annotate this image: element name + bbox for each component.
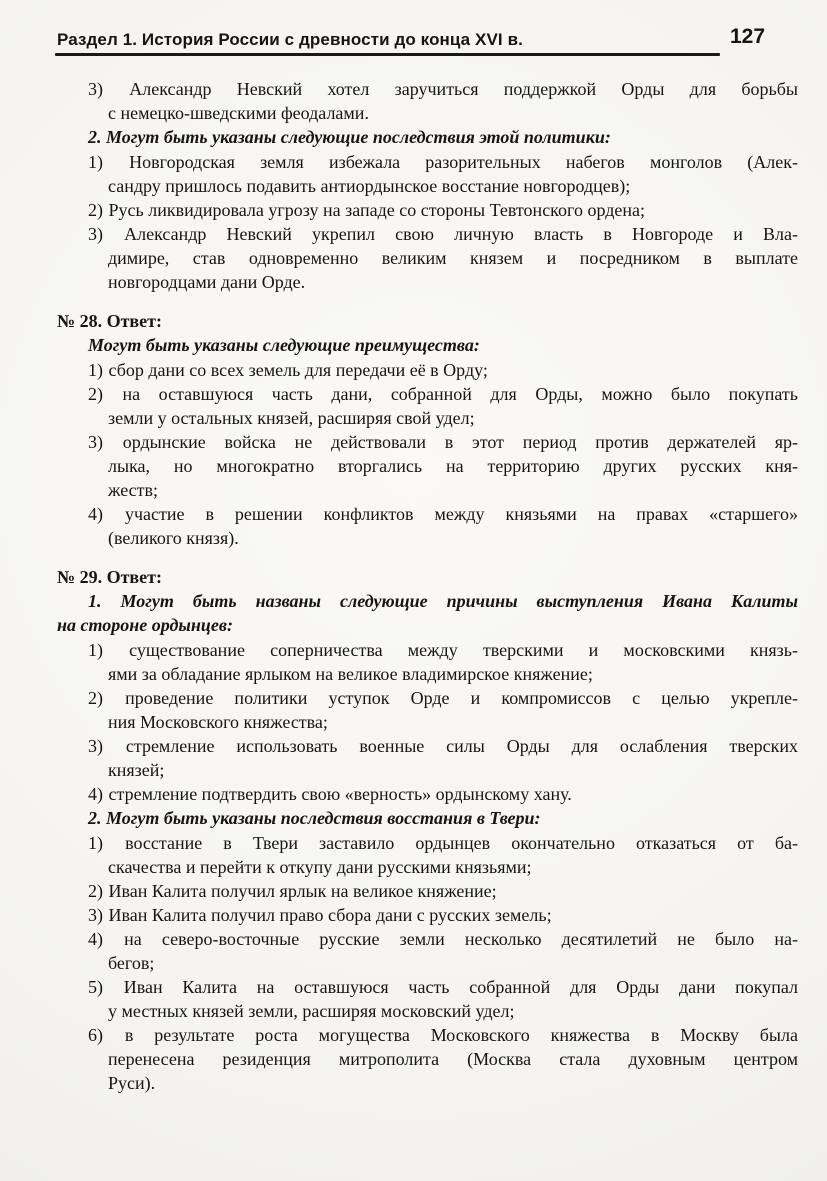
- list-item-marker: 3): [88, 79, 103, 99]
- text-line: земли у остальных князей, расширяя свой удел;: [108, 408, 475, 428]
- running-head-section-title: Раздел 1. История России с древности до конца XVI в.: [57, 30, 523, 49]
- list-item-marker: 1): [88, 833, 103, 853]
- list-item-marker: 6): [88, 1025, 103, 1045]
- answer-list-item: [57, 198, 798, 222]
- list-item-marker: 4): [88, 784, 103, 804]
- answer-list-item: [57, 222, 798, 294]
- text-line: 4) стремление подтвердить свою «верность» ордынскому хану.: [88, 784, 572, 804]
- text-line: 1) восстание в Твери заставило ордынцев окончательно отказаться от ба-: [88, 833, 798, 853]
- list-item-marker: 3): [88, 224, 103, 244]
- answer-title: № 28. Ответ:: [57, 311, 162, 331]
- text-line: бегов;: [108, 953, 155, 973]
- text-line: 4) на северо-восточные русские земли несколько десятилетий не было на-: [88, 929, 798, 949]
- text-line: 5) Иван Калита на оставшуюся часть собранной для Орды дани покупал: [88, 977, 798, 997]
- text-line: (великого князя).: [108, 528, 239, 548]
- list-item-marker: 5): [88, 977, 103, 997]
- text-line: 2. Могут быть указаны последствия восстания в Твери:: [88, 808, 541, 828]
- text-line: 1. Могут быть названы следующие причины выступления Ивана Калиты: [88, 591, 798, 611]
- answer-subheading: [57, 589, 798, 637]
- text-line: 1) сбор дани со всех земель для передачи её в Орду;: [88, 360, 488, 380]
- text-line: 6) в результате роста могущества Московского княжества в Москву была: [88, 1025, 798, 1045]
- answer-list-item: [57, 77, 798, 125]
- text-line: 1) существование соперничества между тверскими и московскими князь-: [88, 640, 798, 660]
- answer-list-item: [57, 638, 798, 686]
- text-line: перенесена резиденция митрополита (Москва стала духовным центром: [108, 1049, 798, 1069]
- answer-list-item: [57, 150, 798, 198]
- answer-list-item: [57, 831, 798, 879]
- running-head-rule: [55, 53, 720, 56]
- answer-list-item: [57, 903, 798, 927]
- text-line: скачества и перейти к откупу дани русскими князьями;: [108, 857, 532, 877]
- text-line: 3) Александр Невский укрепил свою личную власть в Новгороде и Вла-: [88, 224, 798, 244]
- answer-list-item: [57, 975, 798, 1023]
- answer-list-item: [57, 358, 798, 382]
- text-line: 1) Новгородская земля избежала разорительных набегов монголов (Алек-: [88, 152, 798, 172]
- list-item-marker: 2): [88, 200, 103, 220]
- text-line: Руси).: [108, 1073, 156, 1093]
- text-line: Могут быть указаны следующие преимущества:: [88, 335, 480, 355]
- list-item-marker: 1): [88, 640, 103, 660]
- list-item-marker: 3): [88, 905, 103, 925]
- list-item-marker: 4): [88, 504, 103, 524]
- answer-list-item: [57, 879, 798, 903]
- text-line: сандру пришлось подавить антиордынское восстание новгородцев);: [108, 176, 631, 196]
- text-line: 3) стремление использовать военные силы Орды для ослабления тверских: [88, 736, 798, 756]
- answer-list-item: [57, 1023, 798, 1095]
- text-line: новгородцами дани Орде.: [108, 272, 306, 292]
- answer-list-item: [57, 430, 798, 502]
- answer-subheading: [57, 333, 798, 357]
- text-line: 4) участие в решении конфликтов между князьями на правах «старшего»: [88, 504, 798, 524]
- list-item-marker: 2): [88, 688, 103, 708]
- answer-title: № 29. Ответ:: [57, 567, 162, 587]
- text-line: ями за обладание ярлыком на великое владимирское княжение;: [108, 664, 593, 684]
- answer-list-item: [57, 734, 798, 782]
- answer-list-item: [57, 502, 798, 550]
- answer-subheading: [57, 806, 798, 830]
- text-line: с немецко-шведскими феодалами.: [108, 103, 369, 123]
- list-item-marker: 4): [88, 929, 103, 949]
- text-line: 2) проведение политики уступок Орде и компромиссов с целью укрепле-: [88, 688, 798, 708]
- text-line: князей;: [108, 760, 165, 780]
- text-line: 2) Русь ликвидировала угрозу на западе со стороны Тевтонского ордена;: [88, 200, 645, 220]
- answer-list-item: [57, 927, 798, 975]
- text-line: димире, став одновременно великим князем и посредником в выплате: [108, 248, 798, 268]
- text-line: 2) Иван Калита получил ярлык на великое княжение;: [88, 881, 497, 901]
- page-number: 127: [730, 25, 766, 48]
- page-body-text: [57, 77, 798, 1095]
- list-item-marker: 1): [88, 360, 103, 380]
- text-line: 2. Могут быть указаны следующие последствия этой политики:: [88, 127, 611, 147]
- text-line: лыка, но многократно вторгались на территорию других русских кня-: [108, 456, 798, 476]
- list-item-marker: 2): [88, 881, 103, 901]
- list-item-marker: 3): [88, 432, 103, 452]
- answer-list-item: [57, 382, 798, 430]
- text-line: 3) Александр Невский хотел заручиться поддержкой Орды для борьбы: [88, 79, 798, 99]
- text-line: 3) Иван Калита получил право сбора дани с русских земель;: [88, 905, 552, 925]
- text-line: на стороне ордынцев:: [57, 615, 233, 635]
- list-item-marker: 2): [88, 384, 103, 404]
- answer-subheading: [57, 125, 798, 149]
- text-line: 3) ордынские войска не действовали в этот период против держателей яр-: [88, 432, 798, 452]
- text-line: 2) на оставшуюся часть дани, собранной для Орды, можно было покупать: [88, 384, 798, 404]
- list-item-marker: 1): [88, 152, 103, 172]
- answer-list-item: [57, 782, 798, 806]
- text-line: жеств;: [108, 480, 158, 500]
- text-line: ния Московского княжества;: [108, 712, 328, 732]
- answer-list-item: [57, 686, 798, 734]
- list-item-marker: 3): [88, 736, 103, 756]
- text-line: у местных князей земли, расширяя московский удел;: [108, 1001, 515, 1021]
